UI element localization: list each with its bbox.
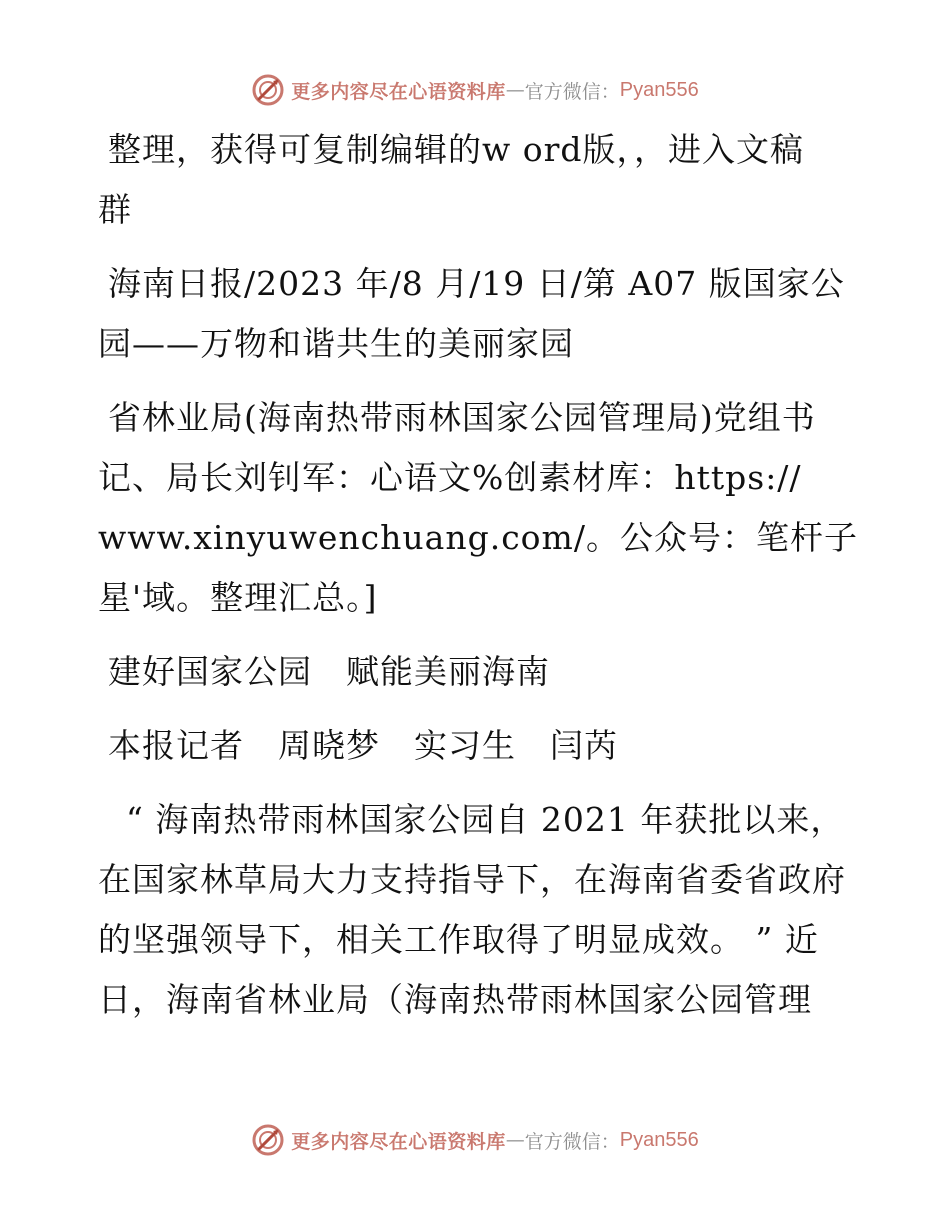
wechat-label: 官方微信： <box>524 80 620 103</box>
wechat-label: 官方微信： <box>524 1130 620 1153</box>
source-paragraph <box>98 254 858 374</box>
site-name: 更多内容尽在心语资料库 <box>291 80 506 103</box>
wechat-id: Pyan556 <box>619 1128 699 1151</box>
intro-line-1: 整理，获得可复制编辑的w ord版，，进入文稿 <box>108 130 805 169</box>
author-line-4: 星'域。整理汇总。] <box>98 578 378 617</box>
source-line-2: 园——万物和谐共生的美丽家园 <box>98 324 574 363</box>
body-line-4: 日，海南省林业局（海南热带雨林国家公园管理 <box>98 980 812 1019</box>
banner-dash: — <box>505 79 525 101</box>
byline-intern-label: 实习生 <box>414 726 516 765</box>
author-paragraph <box>98 388 858 628</box>
byline-intern-name: 闫芮 <box>550 726 618 765</box>
body-line-1: “ 海南热带雨林国家公园自 2021 年获批以来， <box>126 800 845 839</box>
footer-watermark <box>0 1120 950 1160</box>
document-body <box>98 120 858 1044</box>
source-line-1: 海南日报/2023 年/8 月/19 日/第 A07 版国家公 <box>108 264 845 303</box>
intro-paragraph <box>98 120 858 240</box>
wechat-id: Pyan556 <box>619 78 699 101</box>
headline-part-2: 赋能美丽海南 <box>346 652 550 691</box>
intro-line-2: 群 <box>98 190 132 229</box>
xinyu-logo-icon <box>251 73 285 107</box>
body-line-2: 在国家林草局大力支持指导下，在海南省委省政府 <box>98 860 846 899</box>
byline-reporter-name: 周晓梦 <box>278 726 380 765</box>
body-paragraph <box>98 790 858 1030</box>
byline <box>98 716 858 776</box>
author-line-2: 记、局长刘钊军：心语文%创素材库：https:// <box>98 458 802 497</box>
site-name: 更多内容尽在心语资料库 <box>291 1130 506 1153</box>
header-watermark <box>0 70 950 110</box>
body-line-3: 的坚强领导下，相关工作取得了明显成效。 ” 近 <box>98 920 819 959</box>
author-line-1: 省林业局(海南热带雨林国家公园管理局)党组书 <box>108 398 816 437</box>
headline <box>98 642 858 702</box>
headline-part-1: 建好国家公园 <box>108 652 312 691</box>
byline-reporter-label: 本报记者 <box>108 726 244 765</box>
banner-dash: — <box>505 1129 525 1151</box>
xinyu-logo-icon <box>251 1123 285 1157</box>
author-line-3: www.xinyuwenchuang.com/。公众号：笔杆子 <box>98 518 858 557</box>
